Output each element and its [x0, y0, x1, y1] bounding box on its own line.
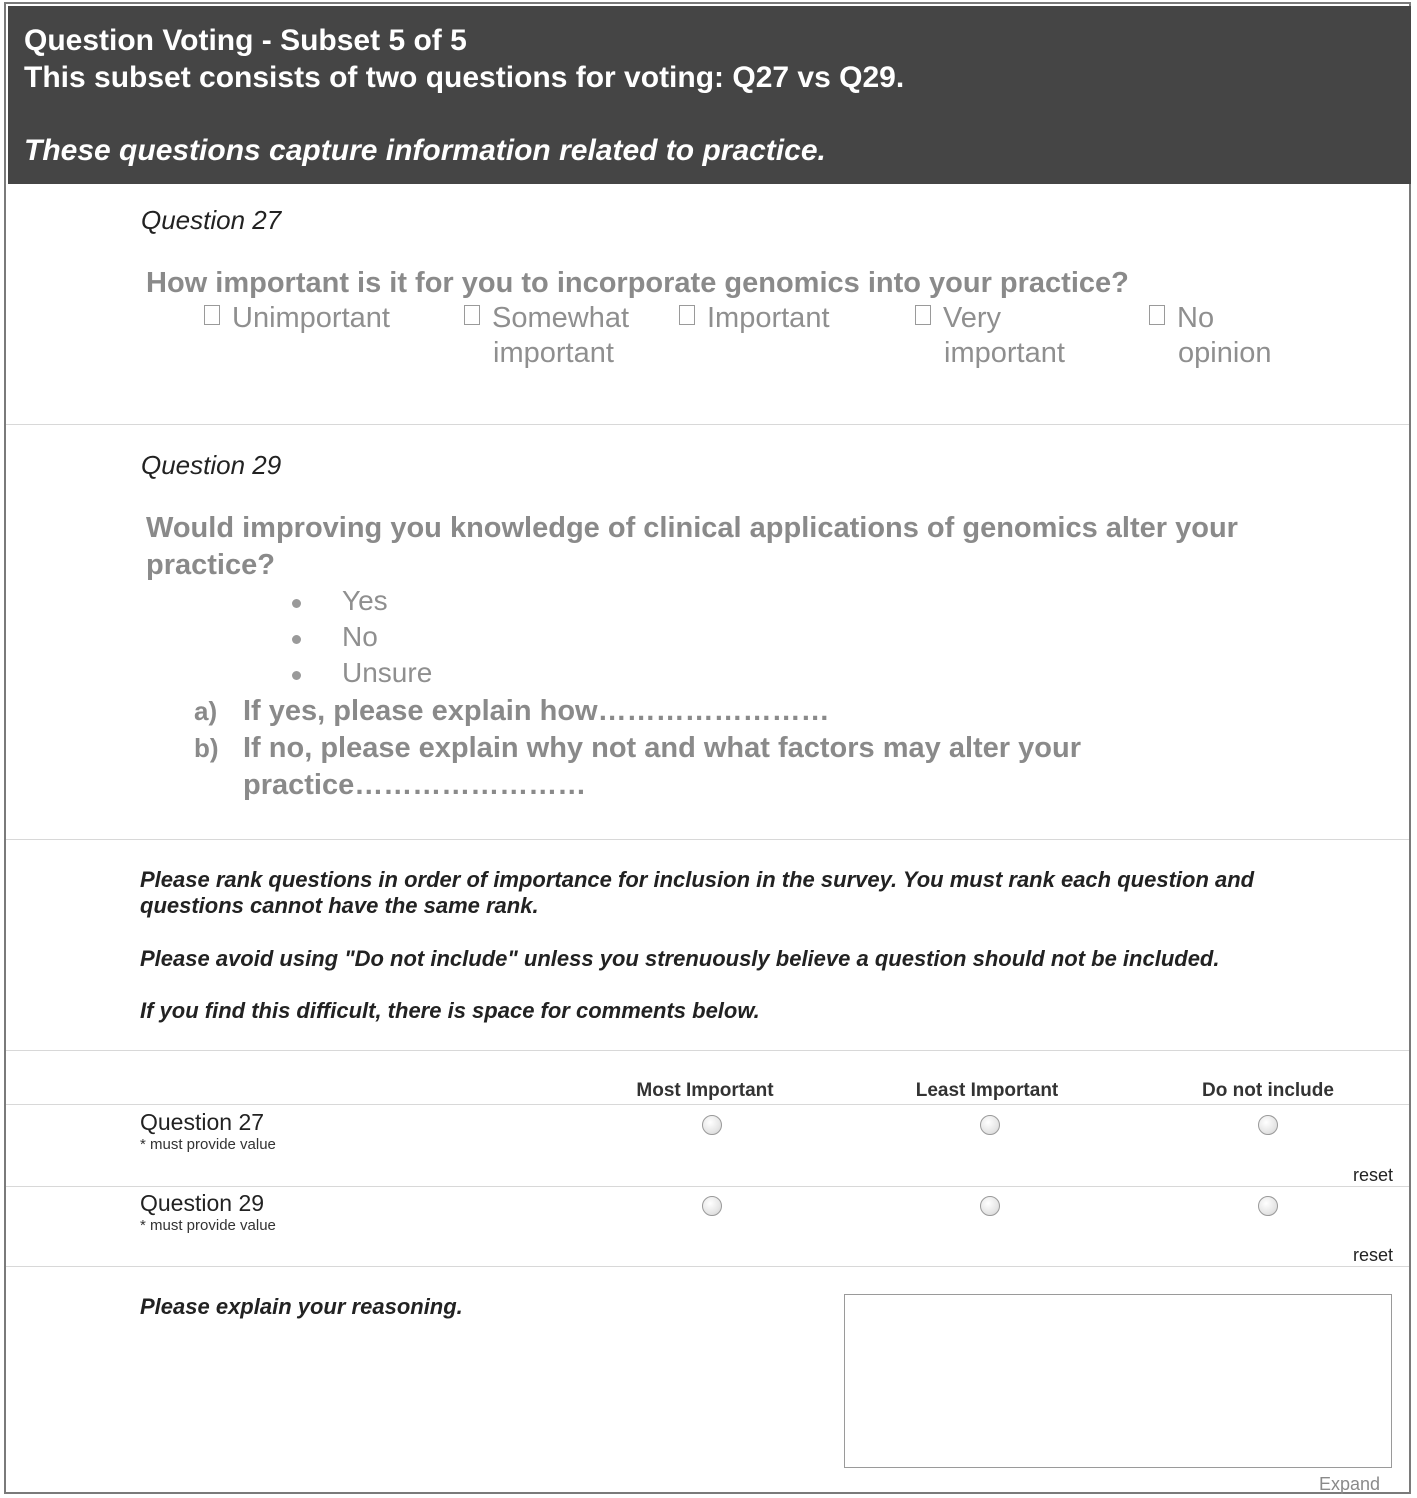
rank-row-q27-note: * must provide value: [140, 1136, 276, 1153]
q29-most-important-radio[interactable]: [702, 1196, 722, 1216]
column-least-important: Least Important: [915, 1080, 1059, 1101]
bullet-text: No: [342, 621, 378, 652]
option-label-line2: important: [944, 337, 1065, 369]
option-label: No: [1177, 302, 1215, 334]
q29-reset-link[interactable]: reset: [1353, 1245, 1394, 1265]
q27-option-important: [679, 301, 830, 336]
divider: [6, 839, 1409, 840]
q29-least-important-radio[interactable]: [980, 1196, 1000, 1216]
header-subtitle: This subset consists of two questions for voting: Q27 vs Q29.: [24, 61, 905, 94]
divider: [6, 1050, 1409, 1051]
q27-option-very-important: [915, 301, 1065, 371]
column-most-important: Most Important: [636, 1080, 774, 1101]
q29-do-not-include-radio[interactable]: [1258, 1196, 1278, 1216]
rank-row-q29-label: Question 29: [140, 1190, 265, 1216]
divider: [6, 1104, 1409, 1105]
bullet-icon: [292, 635, 301, 644]
q29-sub-b: [194, 730, 1194, 810]
question-29-text-line1: Would improving you knowledge of clinical applications of genomics alter your: [146, 512, 1238, 544]
instructions-p3: If you find this difficult, there is space for comments below.: [140, 998, 760, 1023]
bullet-icon: [292, 671, 301, 680]
expand-link[interactable]: Expand: [1319, 1474, 1381, 1494]
checkbox-icon: [1149, 305, 1165, 325]
rank-row-q27-label: Question 27: [140, 1109, 265, 1135]
option-label: Important: [707, 302, 830, 334]
question-27-label: Question 27: [141, 205, 282, 235]
q27-option-somewhat-important: [464, 301, 629, 371]
question-27-text: How important is it for you to incorporate genomics into your practice?: [146, 267, 1129, 299]
sub-text: If no, please explain why not and what factors may alter your: [243, 732, 1081, 764]
header-title: Question Voting - Subset 5 of 5: [24, 24, 467, 57]
reasoning-textarea[interactable]: [844, 1294, 1392, 1468]
bullet-text: Unsure: [342, 657, 433, 688]
option-label-line2: important: [493, 337, 614, 369]
q27-option-unimportant: [204, 301, 390, 336]
option-label-line2: opinion: [1178, 337, 1272, 369]
sub-label: b): [194, 733, 219, 763]
rank-row-q29-note: * must provide value: [140, 1217, 276, 1234]
question-29-text-line2: practice?: [146, 549, 275, 581]
sub-text-line2: practice……………………: [243, 769, 587, 801]
q29-sub-a: [194, 693, 1194, 733]
q27-least-important-radio[interactable]: [980, 1115, 1000, 1135]
sub-label: a): [194, 696, 218, 726]
divider: [6, 1186, 1409, 1187]
instructions-p1-line1: Please rank questions in order of importance for inclusion in the survey. You must rank each question and: [140, 867, 1255, 892]
divider: [6, 1266, 1409, 1267]
option-label: Somewhat: [492, 302, 630, 334]
q27-reset-link[interactable]: reset: [1353, 1165, 1394, 1185]
checkbox-icon: [464, 305, 480, 325]
q27-do-not-include-radio[interactable]: [1258, 1115, 1278, 1135]
option-label: Unimportant: [232, 302, 390, 334]
divider: [6, 424, 1409, 425]
reasoning-label: Please explain your reasoning.: [140, 1294, 463, 1319]
bullet-text: Yes: [342, 585, 388, 616]
checkbox-icon: [915, 305, 931, 325]
instructions-p1-line2: questions cannot have the same rank.: [140, 893, 539, 918]
checkbox-icon: [679, 305, 695, 325]
sub-text: If yes, please explain how……………………: [243, 695, 830, 727]
q27-option-no-opinion: [1149, 301, 1272, 371]
checkbox-icon: [204, 305, 220, 325]
q27-most-important-radio[interactable]: [702, 1115, 722, 1135]
option-label: Very: [943, 302, 1002, 334]
instructions-p2: Please avoid using "Do not include" unless you strenuously believe a question should not be included.: [140, 946, 1220, 971]
question-29-label: Question 29: [141, 450, 282, 480]
header-note: These questions capture information related to practice.: [24, 134, 826, 167]
bullet-icon: [292, 599, 301, 608]
column-do-not-include: Do not include: [1202, 1080, 1334, 1101]
section-header: [8, 6, 1411, 184]
